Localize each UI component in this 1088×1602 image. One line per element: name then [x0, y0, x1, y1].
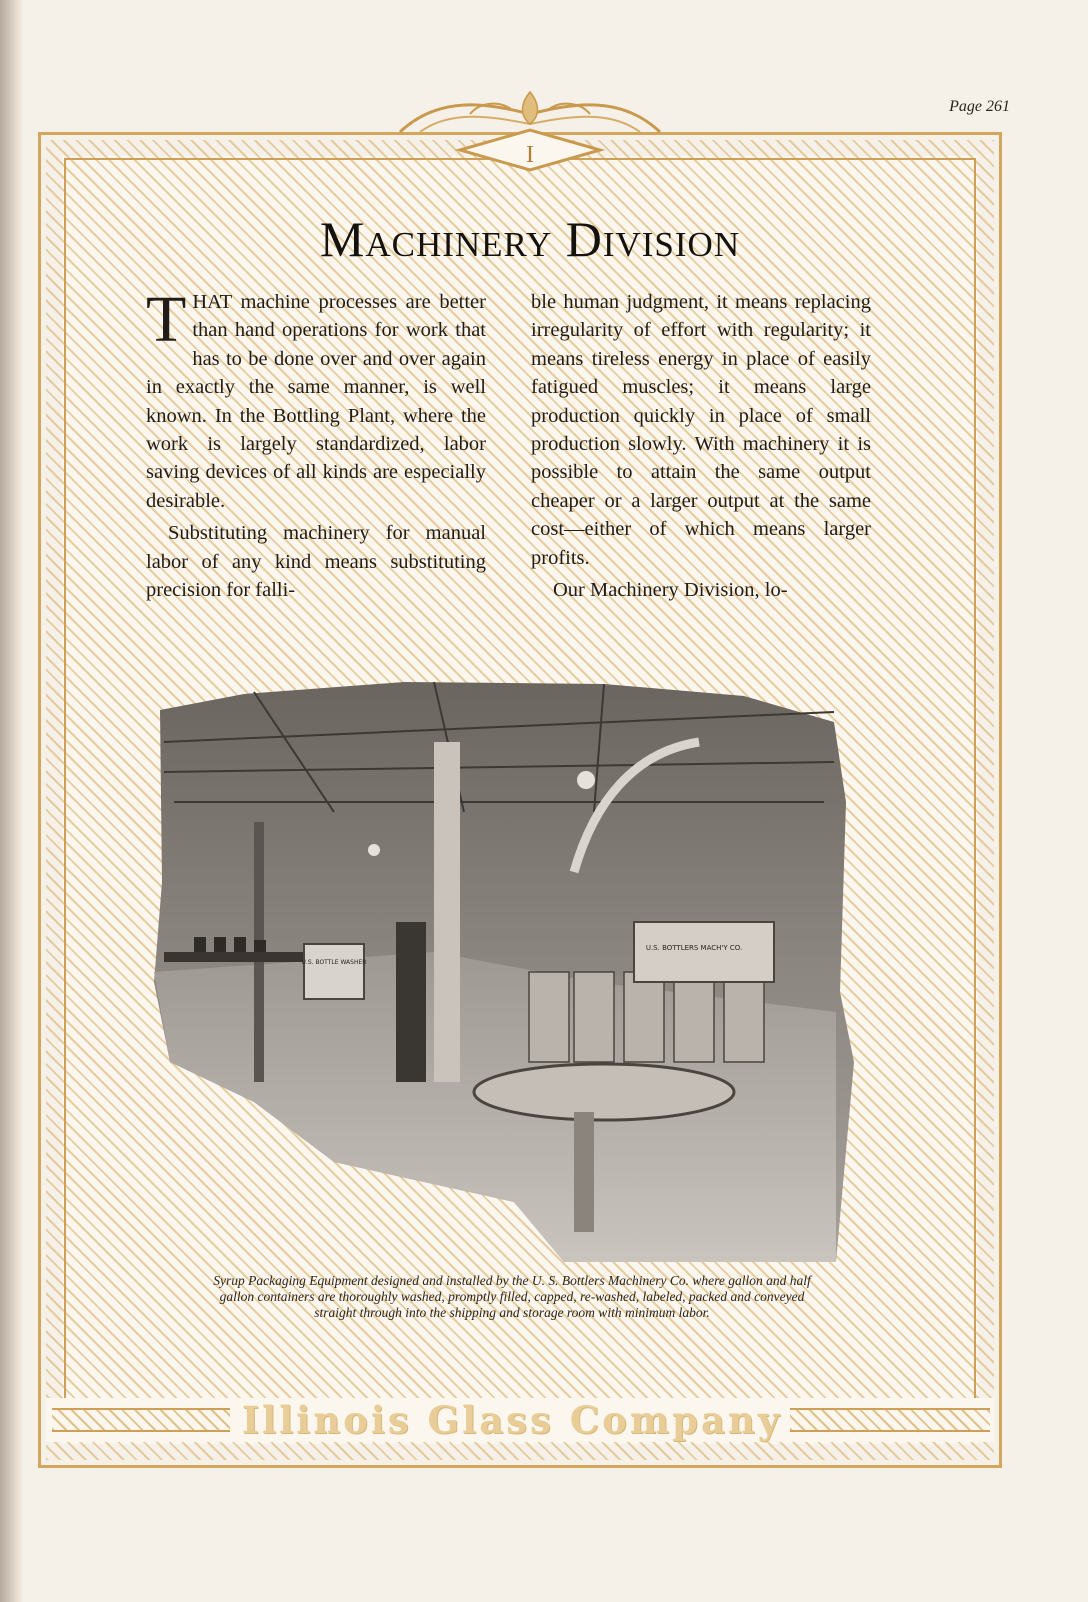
footer-rope-left: [52, 1408, 230, 1432]
machinery-co-sign: U.S. BOTTLERS MACH'Y CO.: [645, 944, 743, 952]
page-title: Machinery Division: [319, 211, 741, 267]
capping-machine: [396, 922, 426, 1082]
right-paragraph-2: Our Machinery Division, lo-: [553, 579, 788, 602]
drop-cap: T: [146, 283, 187, 356]
book-spine-shadow: [0, 0, 24, 1602]
gallon-jars: [529, 972, 764, 1062]
hanging-lamp-2: [368, 844, 380, 856]
bottlers-machinery-box: [634, 922, 774, 982]
bottle-washer-machine: [304, 944, 364, 999]
rotary-filling-table: [474, 1064, 734, 1120]
support-column: [434, 742, 460, 1082]
top-crest-ornament: [380, 84, 680, 194]
right-paragraph-1: ble human judgment, it means replacing irregularity of effort with regularity; it means tireless energy in place of easily fatigued muscles; it means large production quickly in place of small production slowly. With machinery it is possible to attain the same output cheaper or a larger output at the same cost—either of which means larger profits.: [531, 291, 871, 569]
factory-photograph: [134, 682, 870, 1262]
table-pedestal: [574, 1112, 594, 1232]
page-number: Page 261: [949, 98, 1010, 115]
text-column-left: [146, 283, 486, 604]
hanging-lamp: [577, 771, 595, 789]
emblem-letter: I: [526, 142, 534, 168]
photo-caption: Syrup Packaging Equipment designed and installed by the U. S. Bottlers Machinery Co. where gallon and half gallon containers are thoroughly washed, promptly filled, capped, re-washed, labeled, packed and conveyed straight through into the shipping and storage room with minimum labor.: [213, 1273, 811, 1320]
left-paragraph-2: Substituting machinery for manual labor of any kind means substituting precision for falli-: [146, 522, 486, 602]
washer-sign: U.S. BOTTLE WASHER: [301, 959, 367, 966]
footer-rope-right: [790, 1408, 990, 1432]
company-name-footer: Illinois Glass Company: [241, 1398, 783, 1442]
left-paragraph-1: HAT machine processes are better than hand operations for work that has to be done over and over again in exactly the same manner, is well known. In the Bottling Plant, where the work is largely standardized, labor saving devices of all kinds are especially desirable.: [146, 291, 486, 512]
text-column-right: [531, 288, 871, 604]
